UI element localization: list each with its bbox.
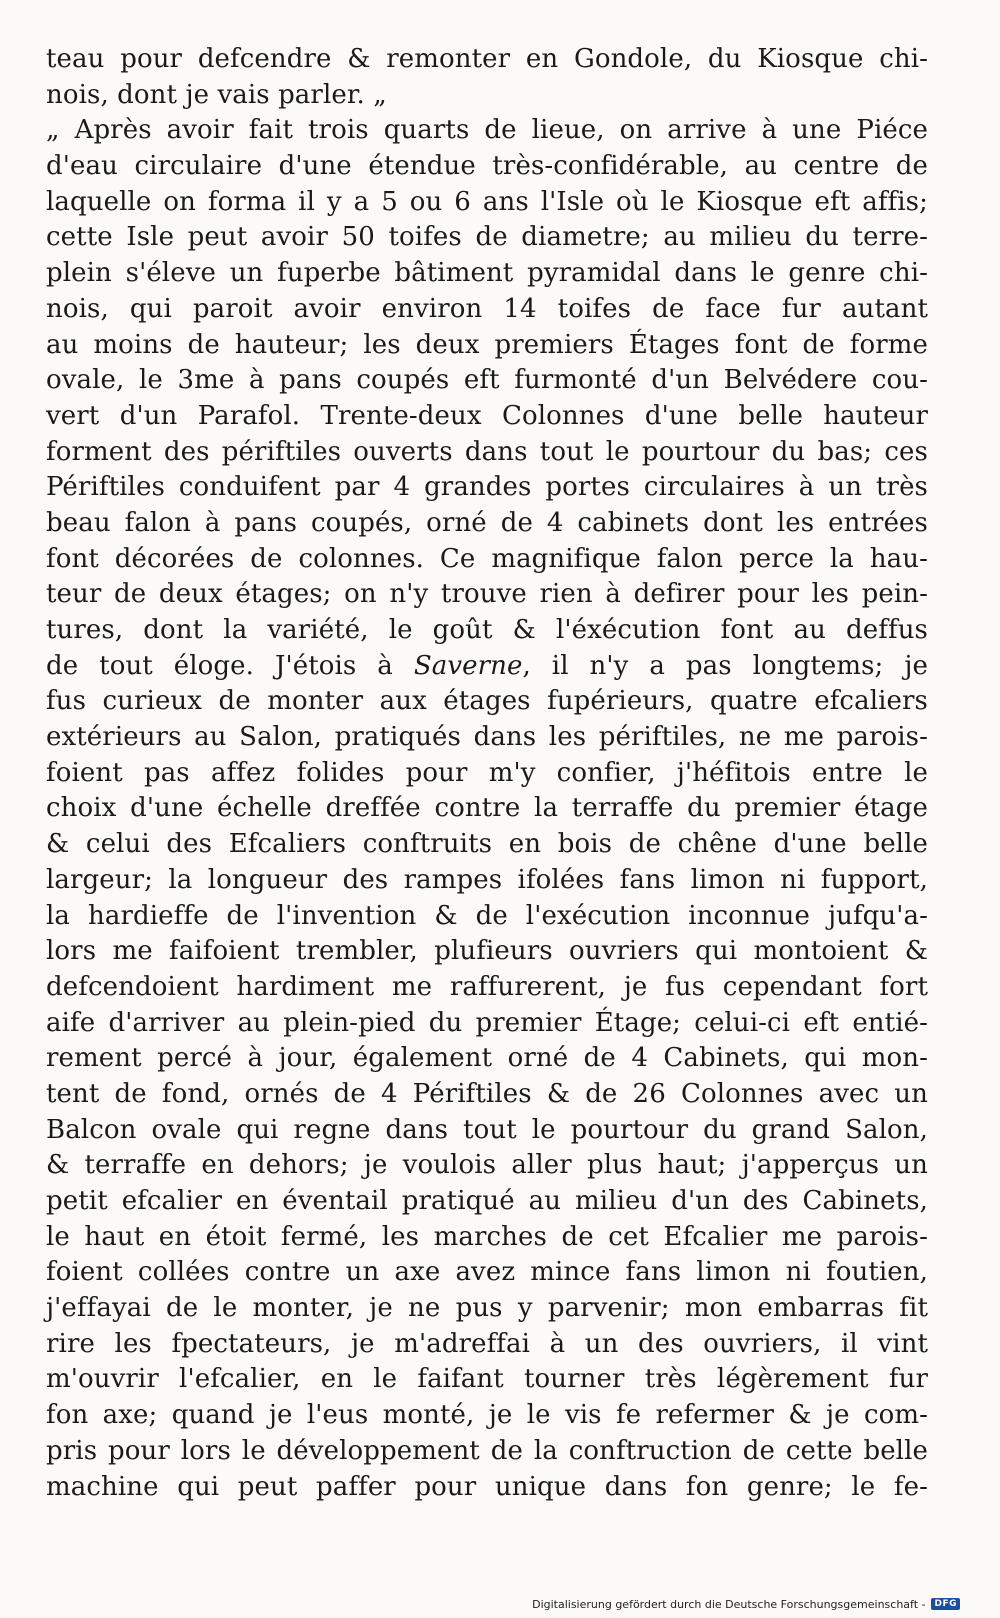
text-line: laquelle on forma il y a 5 ou 6 ans l'Isle où le Kiosque eft affis; (46, 186, 928, 217)
text-line: foient collées contre un axe avez mince fans limon ni foutien, (46, 1257, 928, 1288)
text-line: extérieurs au Salon, pratiqués dans les périftiles, ne me parois- (46, 722, 928, 753)
funding-notice: Digitalisierung gefördert durch die Deutsche Forschungsgemeinschaft - (532, 1597, 926, 1611)
text-line: beau falon à pans coupés, orné de 4 cabinets dont les entrées (46, 507, 928, 538)
body-text (46, 42, 928, 1505)
text-line: choix d'une échelle dreffée contre la terraffe du premier étage (46, 793, 928, 824)
text-line: cette Isle peut avoir 50 toifes de diametre; au milieu du terre- (46, 222, 928, 253)
text-line: la hardieffe de l'invention & de l'exécution inconnue jufqu'a- (46, 900, 928, 931)
text-line: fon axe; quand je l'eus monté, je le vis fe refermer & je com- (46, 1400, 928, 1431)
text-line: Périftiles conduifent par 4 grandes portes circulaires à un très (46, 472, 928, 503)
text-line: m'ouvrir l'efcalier, en le faifant tourner très légèrement fur (46, 1364, 928, 1395)
text-line: teur de deux étages; on n'y trouve rien à defirer pour les pein- (46, 579, 928, 610)
text-line: nois, dont je vais parler. „ (46, 79, 387, 110)
text-line: aife d'arriver au plein-pied du premier Étage; celui-ci eft entié- (46, 1007, 928, 1038)
text-line: „ Après avoir fait trois quarts de lieue, on arrive à une Piéce (46, 115, 928, 146)
footer (532, 1594, 960, 1614)
text-line: fus curieux de monter aux étages fupérieurs, quatre efcaliers (46, 686, 928, 717)
text-line: tent de fond, ornés de 4 Périftiles & de 26 Colonnes avec un (46, 1078, 928, 1109)
italic-place-name: Saverne (413, 650, 523, 681)
text-line: Balcon ovale qui regne dans tout le pourtour du grand Salon, (46, 1114, 928, 1145)
text-line: au moins de hauteur; les deux premiers Étages font de forme (46, 329, 928, 360)
text-line: rire les fpectateurs, je m'adreffai à un des ouvriers, il vint (46, 1328, 928, 1359)
text-line: font décorées de colonnes. Ce magnifique falon perce la hau- (46, 543, 928, 574)
text-line: j'effayai de le monter, je ne pus y parvenir; mon embarras fit (46, 1293, 928, 1324)
text-line: d'eau circulaire d'une étendue très-confidérable, au centre de (46, 151, 928, 182)
text-line: tures, dont la variété, le goût & l'éxécution font au deffus (46, 615, 928, 645)
text-line: foient pas affez folides pour m'y confier, j'héfitois entre le (46, 757, 928, 788)
text-line: ovale, le 3me à pans coupés eft furmonté d'un Belvédere cou- (46, 365, 928, 396)
dfg-logo-icon: DFG (931, 1598, 960, 1610)
text-line: vert d'un Parafol. Trente-deux Colonnes d'une belle hauteur (46, 400, 928, 431)
text-line: & celui des Efcaliers conftruits en bois de chêne d'une belle (46, 829, 928, 860)
text-line: plein s'éleve un fuperbe bâtiment pyramidal dans le genre chi- (46, 258, 928, 289)
text-line: largeur; la longueur des rampes ifolées fans limon ni fupport, (46, 864, 928, 895)
text-line: teau pour defcendre & remonter en Gondole, du Kiosque chi- (46, 44, 928, 74)
text-line: & terraffe en dehors; je voulois aller plus haut; j'apperçus un (46, 1150, 928, 1181)
text-line: petit efcalier en éventail pratiqué au milieu d'un des Cabinets, (46, 1186, 928, 1216)
text-line: lors me faifoient trembler, plufieurs ouvriers qui montoient & (46, 936, 928, 967)
text-line: pris pour lors le développement de la conftruction de cette belle (46, 1435, 928, 1466)
text-line: le haut en étoit fermé, les marches de cet Efcalier me parois- (46, 1221, 928, 1252)
text-line: forment des périftiles ouverts dans tout le pourtour du bas; ces (46, 436, 928, 467)
text-line: de tout éloge. J'étois à Saverne, il n'y a pas longtems; je (46, 650, 928, 681)
text-line: defcendoient hardiment me raffurerent, je fus cependant fort (46, 971, 928, 1002)
text-line: machine qui peut paffer pour unique dans fon genre; le fe- (46, 1471, 928, 1502)
text-line: nois, qui paroit avoir environ 14 toifes de face fur autant (46, 293, 928, 324)
text-line: rement percé à jour, également orné de 4 Cabinets, qui mon- (46, 1043, 928, 1074)
